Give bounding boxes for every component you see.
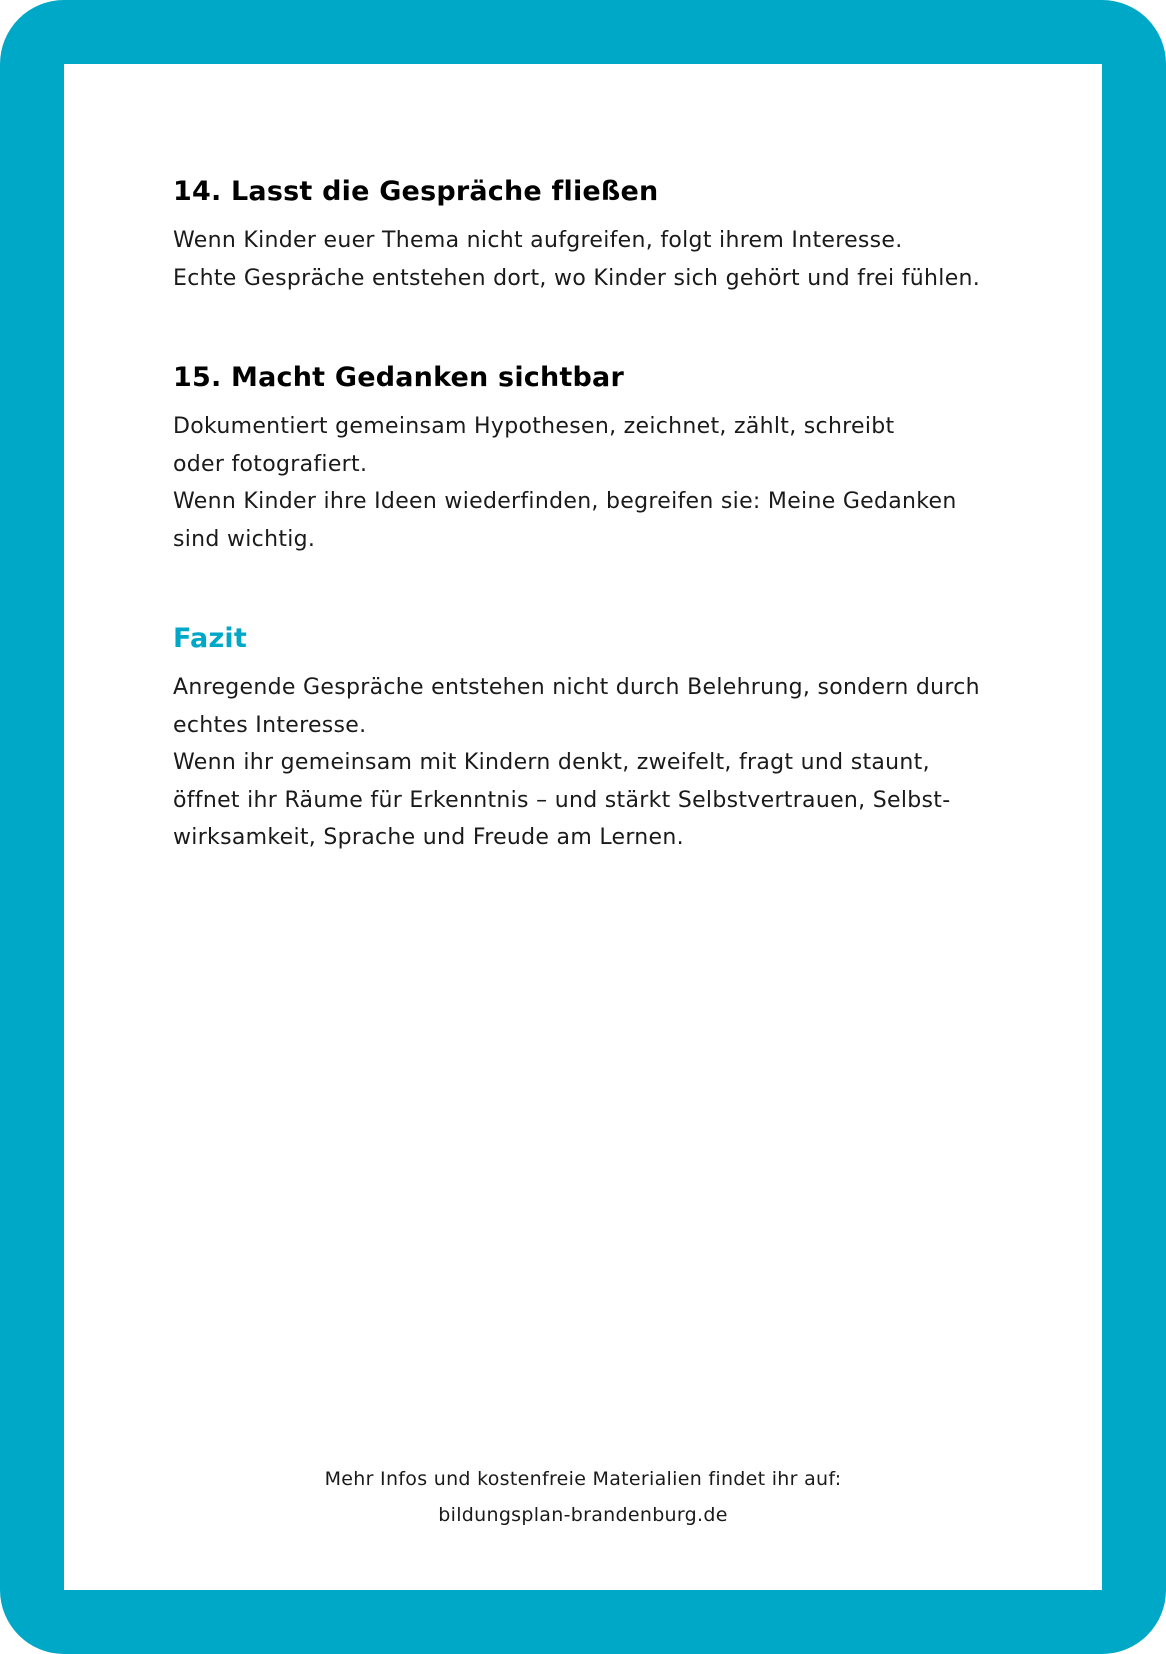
section-15 — [173, 360, 1033, 558]
text-line: Wenn ihr gemeinsam mit Kindern denkt, zweifelt, fragt und staunt, — [173, 750, 930, 775]
text-line: Dokumentiert gemeinsam Hypothesen, zeichnet, zählt, schreibt — [173, 414, 895, 439]
text-line: echtes Interesse. — [173, 712, 367, 738]
section-fazit — [173, 621, 1033, 857]
footer — [64, 1461, 1102, 1533]
section-14-title: 14. Lasst die Gespräche fließen — [173, 176, 659, 207]
section-14 — [173, 174, 1033, 297]
text-line: Wenn Kinder ihre Ideen wiederfinden, begreifen sie: Meine Gedanken — [173, 489, 957, 514]
section-15-title: 15. Macht Gedanken sichtbar — [173, 362, 624, 393]
text-line: oder fotografiert. — [173, 451, 368, 477]
text-line: Wenn Kinder euer Thema nicht aufgreifen, folgt ihrem Interesse. — [173, 228, 903, 253]
footer-info: Mehr Infos und kostenfreie Materialien findet ihr auf: — [324, 1468, 842, 1490]
card-content — [64, 64, 1102, 1590]
text-line: Echte Gespräche entstehen dort, wo Kinder sich gehört und frei fühlen. — [173, 265, 981, 291]
text-line: Anregende Gespräche entstehen nicht durch Belehrung, sondern durch — [173, 675, 980, 700]
fazit-text — [173, 669, 1033, 857]
text-line: wirksamkeit, Sprache und Freude am Lernen. — [173, 825, 684, 850]
section-14-text — [173, 222, 1033, 297]
fazit-title: Fazit — [173, 623, 247, 654]
text-line: öffnet ihr Räume für Erkenntnis – und stärkt Selbstvertrauen, Selbst- — [173, 787, 951, 813]
section-15-text — [173, 408, 1033, 558]
text-line: sind wichtig. — [173, 526, 316, 552]
footer-url[interactable]: bildungsplan-brandenburg.de — [438, 1504, 728, 1526]
